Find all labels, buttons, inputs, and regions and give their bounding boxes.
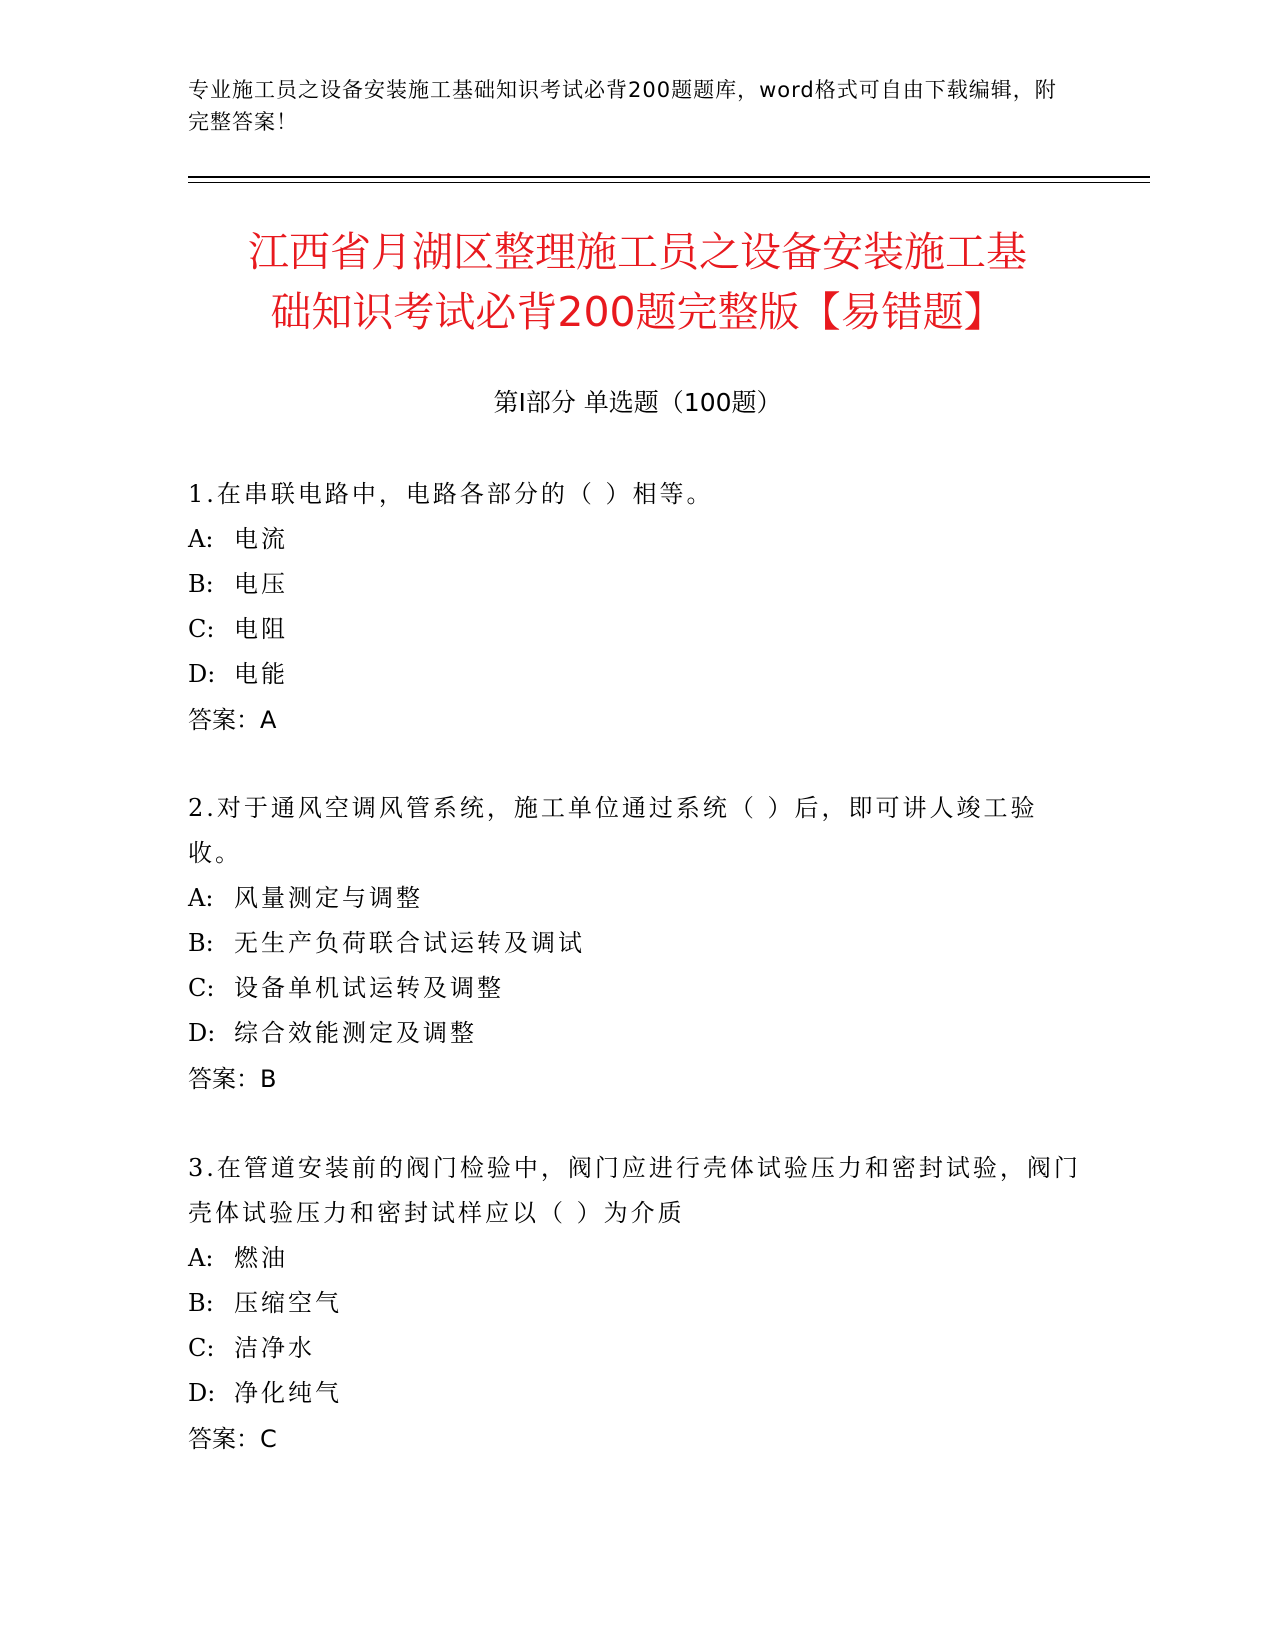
option-text: 风量测定与调整 bbox=[234, 884, 423, 912]
option-b bbox=[188, 1281, 1088, 1326]
option-c bbox=[188, 607, 1088, 652]
option-text: 电流 bbox=[234, 525, 288, 553]
option-letter: B: bbox=[188, 1289, 214, 1317]
option-letter: A: bbox=[188, 525, 214, 553]
question-text: 2.对于通风空调风管系统，施工单位通过系统（ ）后，即可讲人竣工验收。 bbox=[188, 794, 1038, 867]
section-heading: 第Ⅰ部分 单选题（100题） bbox=[493, 388, 782, 417]
title-line-1: 江西省月湖区整理施工员之设备安装施工基 bbox=[248, 228, 1027, 276]
option-letter: D: bbox=[188, 1379, 216, 1407]
option-d bbox=[188, 1371, 1088, 1416]
question-3 bbox=[188, 1146, 1088, 1462]
answer-line bbox=[188, 1056, 1088, 1102]
header-rule-thick bbox=[188, 176, 1150, 178]
option-text: 燃油 bbox=[234, 1244, 288, 1272]
option-letter: D: bbox=[188, 1019, 216, 1047]
answer-label: 答案： bbox=[188, 1065, 260, 1093]
option-text: 净化纯气 bbox=[234, 1379, 342, 1407]
option-d bbox=[188, 652, 1088, 697]
option-b bbox=[188, 921, 1088, 966]
answer-value: B bbox=[260, 1065, 277, 1093]
question-text: 1.在串联电路中，电路各部分的（ ）相等。 bbox=[188, 480, 714, 508]
option-letter: A: bbox=[188, 1244, 214, 1272]
option-text: 电压 bbox=[234, 570, 288, 598]
option-c bbox=[188, 966, 1088, 1011]
answer-line bbox=[188, 1416, 1088, 1462]
option-b bbox=[188, 562, 1088, 607]
answer-label: 答案： bbox=[188, 1425, 260, 1453]
question-text: 3.在管道安装前的阀门检验中，阀门应进行壳体试验压力和密封试验，阀门壳体试验压力和密封试样应以（ ）为介质 bbox=[188, 1154, 1081, 1227]
question-2 bbox=[188, 786, 1088, 1102]
option-a bbox=[188, 1236, 1088, 1281]
option-letter: A: bbox=[188, 884, 214, 912]
option-d bbox=[188, 1011, 1088, 1056]
option-letter: D: bbox=[188, 660, 216, 688]
option-letter: B: bbox=[188, 929, 214, 957]
option-text: 压缩空气 bbox=[234, 1289, 342, 1317]
header-note: 专业施工员之设备安装施工基础知识考试必背200题题库，word格式可自由下载编辑，附完整答案！ bbox=[188, 78, 1057, 134]
option-text: 电阻 bbox=[234, 615, 288, 643]
title-line-2: 础知识考试必背200题完整版【易错题】 bbox=[270, 288, 1005, 336]
option-text: 无生产负荷联合试运转及调试 bbox=[234, 929, 585, 957]
answer-value: A bbox=[260, 706, 277, 734]
option-letter: C: bbox=[188, 974, 215, 1002]
answer-label: 答案： bbox=[188, 706, 260, 734]
option-text: 综合效能测定及调整 bbox=[234, 1019, 477, 1047]
option-letter: C: bbox=[188, 615, 215, 643]
option-text: 电能 bbox=[234, 660, 288, 688]
option-text: 洁净水 bbox=[234, 1334, 315, 1362]
answer-value: C bbox=[260, 1425, 277, 1453]
question-1 bbox=[188, 472, 1088, 743]
option-letter: C: bbox=[188, 1334, 215, 1362]
option-c bbox=[188, 1326, 1088, 1371]
option-a bbox=[188, 876, 1088, 921]
option-a bbox=[188, 517, 1088, 562]
header-rule-thin bbox=[188, 182, 1150, 183]
answer-line bbox=[188, 697, 1088, 743]
option-text: 设备单机试运转及调整 bbox=[234, 974, 504, 1002]
option-letter: B: bbox=[188, 570, 214, 598]
document-title bbox=[150, 222, 1125, 342]
